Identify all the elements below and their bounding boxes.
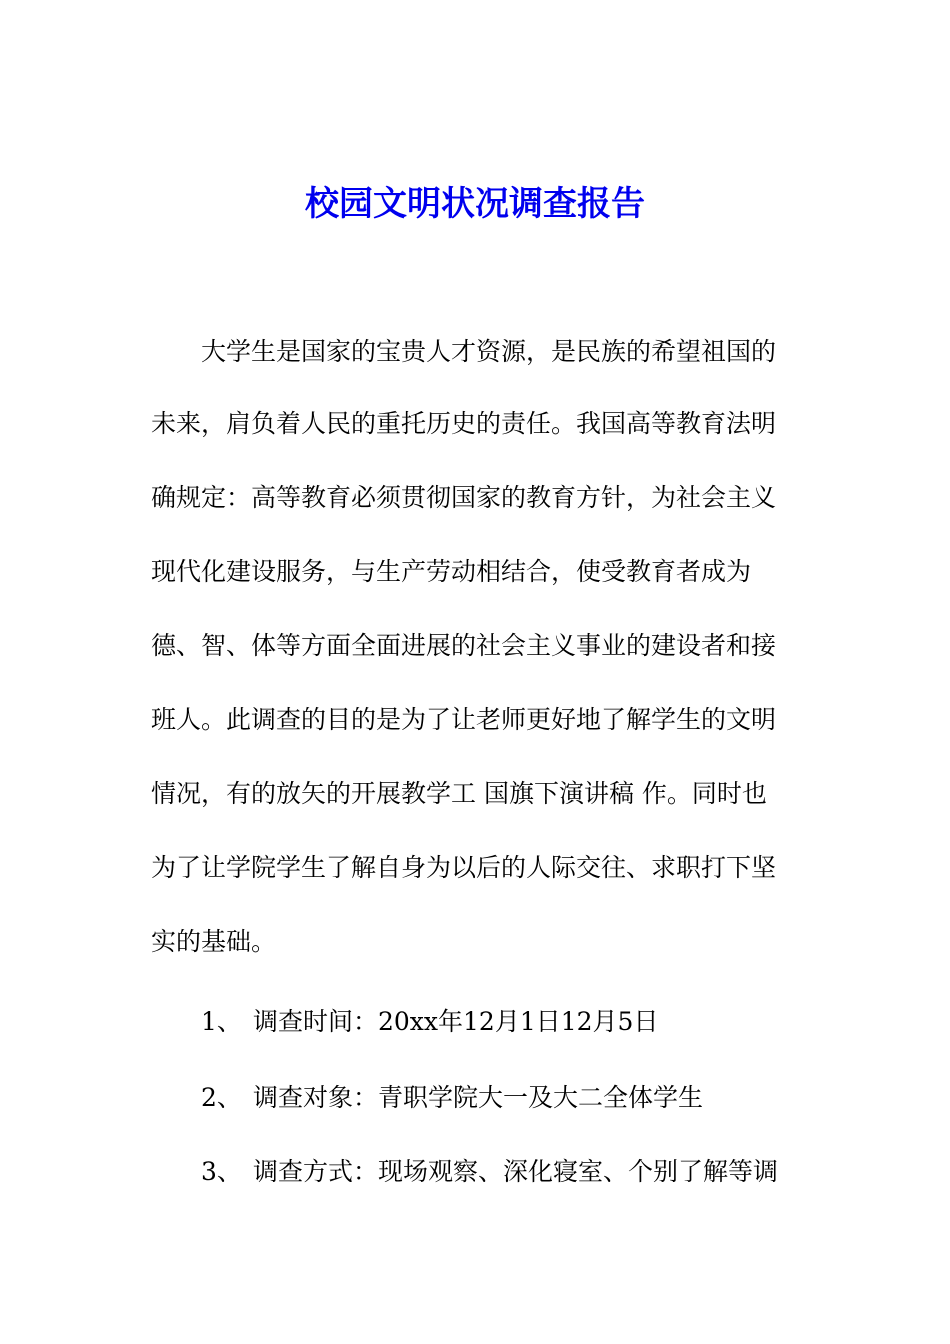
- document-title: 校园文明状况调查报告: [305, 184, 645, 224]
- paragraph-line: 确规定：高等教育必须贯彻国家的教育方针，为社会主义: [151, 483, 777, 512]
- list-item: [201, 1078, 703, 1118]
- list-item-number: 1、: [201, 1007, 242, 1036]
- paragraph-line: 现代化建设服务，与生产劳动相结合，使受教育者成为: [151, 557, 752, 586]
- paragraph-line: 情况，有的放矢的开展教学工 国旗下演讲稿 作。同时也: [151, 779, 767, 808]
- list-item: [201, 1002, 658, 1042]
- paragraph-line: 为了让学院学生了解自身为以后的人际交往、求职打下坚: [151, 853, 777, 882]
- paragraph-line: 未来，肩负着人民的重托历史的责任。我国高等教育法明: [151, 409, 777, 438]
- paragraph-line: 班人。此调查的目的是为了让老师更好地了解学生的文明: [151, 705, 777, 734]
- list-item: [201, 1152, 778, 1192]
- paragraph-line: 实的基础。: [151, 927, 277, 956]
- list-item-number: 3、: [201, 1157, 242, 1186]
- list-item-text: 调查时间：20xx年12月1日12月5日: [253, 1007, 659, 1036]
- paragraph-line: 大学生是国家的宝贵人才资源，是民族的希望祖国的: [201, 337, 777, 366]
- list-item-text: 调查对象：青职学院大一及大二全体学生: [253, 1083, 704, 1112]
- paragraph-line: 德、智、体等方面全面进展的社会主义事业的建设者和接: [151, 631, 777, 660]
- list-item-number: 2、: [201, 1083, 242, 1112]
- list-item-text: 调查方式：现场观察、深化寝室、个别了解等调: [253, 1157, 779, 1186]
